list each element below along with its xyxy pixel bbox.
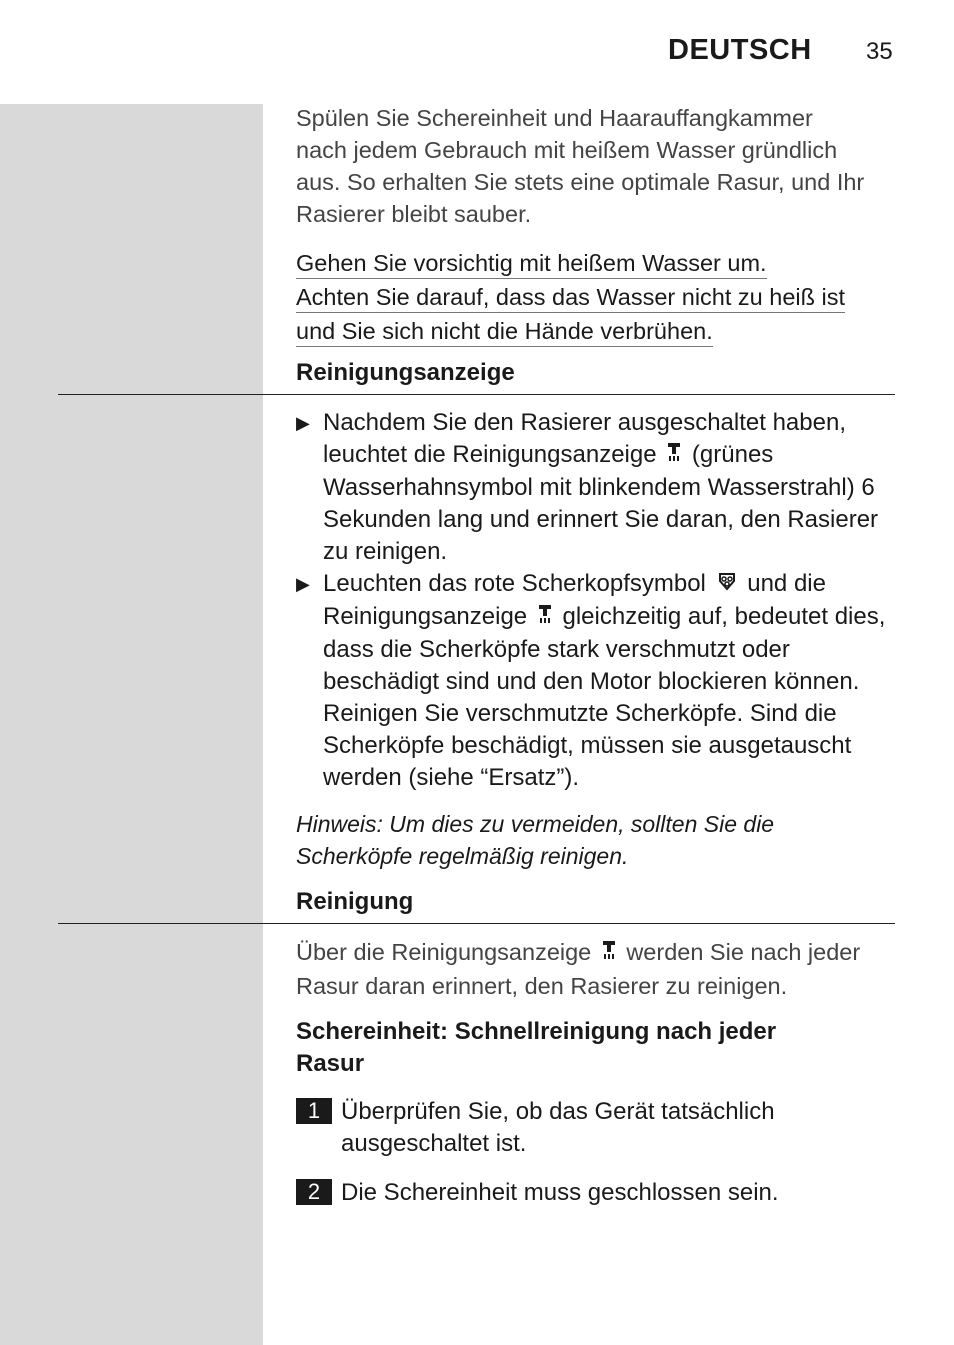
bullet-text: Nachdem Sie den Rasierer ausgeschaltet haben, leuchtet die Reinigungsanzeige [323,409,846,468]
bullet-icon: ▶ [296,413,310,433]
note-line: Hinweis: Um dies zu vermeiden, sollten Sie die [296,811,775,837]
list-item [296,407,896,568]
paragraph-line: Rasur daran erinnert, den Rasierer zu reinigen. [296,973,788,999]
intro-line: aus. So erhalten Sie stets eine optimale Rasur, und Ihr [296,169,865,195]
bullet-text: (grünes Wasserhahnsymbol mit blinkendem Wasserstrahl) 6 Sekunden lang und erinnert Sie daran, den Rasierer zu reinigen. [323,441,879,565]
warning-line: Gehen Sie vorsichtig mit heißem Wasser um. [296,248,767,279]
list-item [296,568,896,794]
warning-line: und Sie sich nicht die Hände verbrühen. [296,316,713,347]
subheading-line: Rasur [296,1050,365,1077]
language-title: DEUTSCH [668,34,812,66]
paragraph-text: Über die Reinigungsanzeige [296,939,592,965]
bullet-icon: ▶ [296,574,310,594]
step-text: Überprüfen Sie, ob das Gerät tatsächlich ausgeschaltet ist. [341,1098,775,1157]
bullet-list [296,407,896,794]
intro-line: Spülen Sie Schereinheit und Haarauffangkammer [296,105,813,131]
step-1 [296,1096,896,1160]
subheading-line: Schereinheit: Schnellreinigung nach jeder [296,1018,777,1045]
tap-icon [602,938,616,970]
subheading-schnellreinigung [296,1016,776,1080]
section-rule [58,923,895,924]
paragraph-text: werden Sie nach jeder [626,939,861,965]
step-text: Die Schereinheit muss geschlossen sein. [341,1179,779,1206]
paragraph-line [296,936,896,970]
warning-paragraph [296,247,896,349]
section-rule [58,394,895,395]
tap-icon [667,440,681,472]
note-line: Scherköpfe regelmäßig reinigen. [296,843,629,869]
warning-line: Achten Sie darauf, dass das Wasser nicht zu heiß ist [296,282,845,313]
step-number-badge: 2 [296,1179,332,1205]
gray-sidebar [0,104,263,1345]
shaving-head-icon [717,569,737,601]
section-heading-reinigung: Reinigung [296,888,414,915]
intro-line: Rasierer bleibt sauber. [296,201,532,227]
step-2 [296,1177,896,1209]
step-number-badge: 1 [296,1098,332,1124]
bullet-text: gleichzeitig auf, bedeutet dies, dass die Scherköpfe stark verschmutzt oder beschädigt sind und den Motor blockieren können. Reinigen Sie verschmutzte Scherköpfe. Sind die Scherköpfe beschädigt, müssen sie ausgetauscht werden (siehe “Ersatz”). [323,603,886,791]
note-paragraph [296,808,896,872]
section-heading-reinigungsanzeige: Reinigungsanzeige [296,359,515,386]
page-number: 35 [866,38,893,65]
tap-icon [538,602,552,634]
intro-paragraph [296,102,896,230]
bullet-text: und die Reinigungsanzeige [323,570,826,630]
intro-line: nach jedem Gebrauch mit heißem Wasser gründlich [296,137,838,163]
bullet-text: Leuchten das rote Scherkopfsymbol [323,570,706,597]
reinigung-paragraph [296,936,896,1002]
